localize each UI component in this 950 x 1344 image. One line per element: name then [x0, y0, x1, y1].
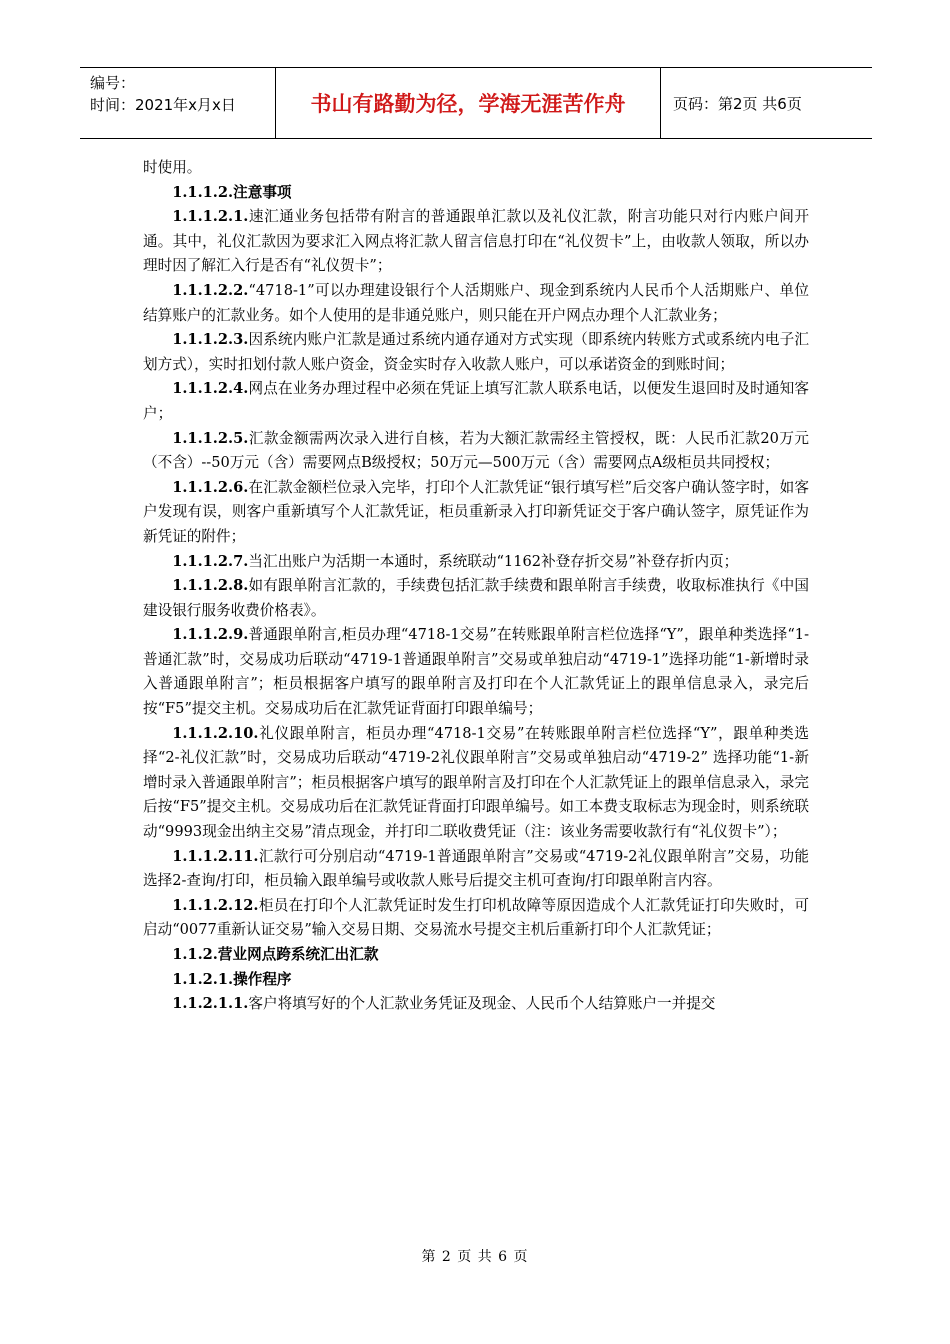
item-number: 1.1.1.2.9.: [172, 626, 249, 644]
list-item: [143, 574, 809, 623]
item-number: 1.1.1.2.3.: [172, 331, 249, 349]
section-heading-notes: 1.1.1.2.注意事项: [172, 183, 292, 201]
list-item: [143, 992, 809, 1017]
item-number: 1.1.2.1.1.: [172, 995, 249, 1013]
item-text: 汇款金额需两次录入进行自核，若为大额汇款需经主管授权，既：人民币汇款20万元（不含）--50万元（含）需要网点B级授权；50万元—500万元（含）需要网点A级柜员共同授权；: [143, 429, 809, 472]
list-item: [143, 623, 809, 721]
list-item: [143, 722, 809, 845]
item-number: 1.1.1.2.6.: [172, 478, 249, 496]
item-number: 1.1.1.2.8.: [172, 577, 249, 595]
notes-list: [143, 205, 809, 943]
item-number: 1.1.1.2.1.: [172, 208, 249, 226]
list-item: [143, 894, 809, 943]
item-text: “4718-1”可以办理建设银行个人活期账户、现金到系统内人民币个人活期账户、单位结算账户的汇款业务。如个人使用的是非通兑账户，则只能在开户网点办理个人汇款业务；: [143, 281, 809, 324]
item-text: 普通跟单附言,柜员办理“4718-1交易”在转账跟单附言栏位选择“Y”，跟单种类选择“1-普通汇款”时，交易成功后联动“4719-1普通跟单附言”交易或单独启动“4719-1”选择功能“1-新增时录入普通跟单附言”；柜员根据客户填写的跟单附言及打印在个人汇款凭证上的跟单信息录入，录完后按“F5”提交主机。交易成功后在汇款凭证背面打印跟单编号；: [143, 626, 809, 718]
list-item: [143, 205, 809, 279]
item-text: 柜员在打印个人汇款凭证时发生打印机故障等原因造成个人汇款凭证打印失败时，可启动“0077重新认证交易”输入交易日期、交易流水号提交主机后重新打印个人汇款凭证；: [143, 896, 809, 939]
list-item: [143, 550, 809, 575]
item-number: 1.1.1.2.12.: [172, 896, 259, 914]
item-text: 汇款行可分别启动“4719-1普通跟单附言”交易或“4719-2礼仪跟单附言”交易，功能选择2-查询/打印，柜员输入跟单编号或收款人账号后提交主机可查询/打印跟单附言内容。: [143, 847, 809, 890]
header-page-number: 页码：第2页 共6页: [673, 94, 802, 113]
item-text: 网点在业务办理过程中必须在凭证上填写汇款人联系电话，以便发生退回时及时通知客户；: [143, 380, 809, 422]
item-number: 1.1.1.2.7.: [172, 552, 249, 570]
item-text: 客户将填写好的个人汇款业务凭证及现金、人民币个人结算账户一并提交: [248, 995, 716, 1013]
item-text: 在汇款金额栏位录入完毕，打印个人汇款凭证“银行填写栏”后交客户确认签字时，如客户发现有误，则客户重新填写个人汇款凭证，柜员重新录入打印新凭证交于客户确认签字，原凭证作为新凭证的附件；: [143, 478, 809, 545]
item-text: 礼仪跟单附言，柜员办理“4718-1交易”在转账跟单附言栏位选择“Y”，跟单种类选择“2-礼仪汇款”时，交易成功后联动“4719-2礼仪跟单附言”交易或单独启动“4719-2” 选择功能“1-新增时录入普通跟单附言”；柜员根据客户填写的跟单附言及打印在个人汇款凭证上的跟单信息录入，录完后按“F5”提交主机。交易成功后在汇款凭证背面打印跟单编号。如工本费支取标志为现金时，则系统联动“9993现金出纳主交易”清点现金，并打印二联收费凭证（注：该业务需要收款行有“礼仪贺卡”）；: [143, 724, 809, 841]
item-number: 1.1.1.2.4.: [172, 380, 249, 398]
header-meta: [80, 68, 276, 138]
item-number: 1.1.1.2.11.: [172, 847, 259, 865]
page-header: [80, 67, 872, 139]
section-heading-procedure: 1.1.2.1.操作程序: [172, 970, 292, 988]
paragraph-continuation: 时使用。: [143, 159, 202, 176]
item-text: 如有跟单附言汇款的，手续费包括汇款手续费和跟单附言手续费，收取标准执行《中国建设银行服务收费价格表》。: [143, 577, 809, 619]
doc-number-label: 编号：: [90, 74, 136, 92]
section-heading-cross-system: 1.1.2.营业网点跨系统汇出汇款: [172, 946, 379, 963]
item-number: 1.1.1.2.2.: [172, 281, 249, 299]
list-item: [143, 377, 809, 426]
list-item: [143, 845, 809, 894]
header-motto: 书山有路勤为径，学海无涯苦作舟: [276, 68, 661, 138]
doc-time-label: 时间：2021年x月x日: [90, 96, 236, 114]
list-item: [143, 328, 809, 377]
document-body: [143, 156, 809, 1017]
list-item: [143, 279, 809, 328]
item-text: 因系统内账户汇款是通过系统内通存通对方式实现（即系统内转账方式或系统内电子汇划方式），实时扣划付款人账户资金，资金实时存入收款人账户，可以承诺资金的到账时间；: [143, 331, 809, 373]
item-number: 1.1.1.2.10.: [172, 724, 259, 742]
item-text: 当汇出账户为活期一本通时，系统联动“1162补登存折交易”补登存折内页；: [248, 552, 739, 570]
item-text: 速汇通业务包括带有附言的普通跟单汇款以及礼仪汇款，附言功能只对行内账户间开通。其中，礼仪汇款因为要求汇入网点将汇款人留言信息打印在“礼仪贺卡”上，由收款人领取，所以办理时因了解汇入行是否有“礼仪贺卡”；: [143, 208, 809, 275]
item-number: 1.1.1.2.5.: [172, 429, 249, 447]
list-item: [143, 476, 809, 550]
list-item: [143, 427, 809, 476]
page-footer: 第 2 页 共 6 页: [421, 1249, 529, 1265]
